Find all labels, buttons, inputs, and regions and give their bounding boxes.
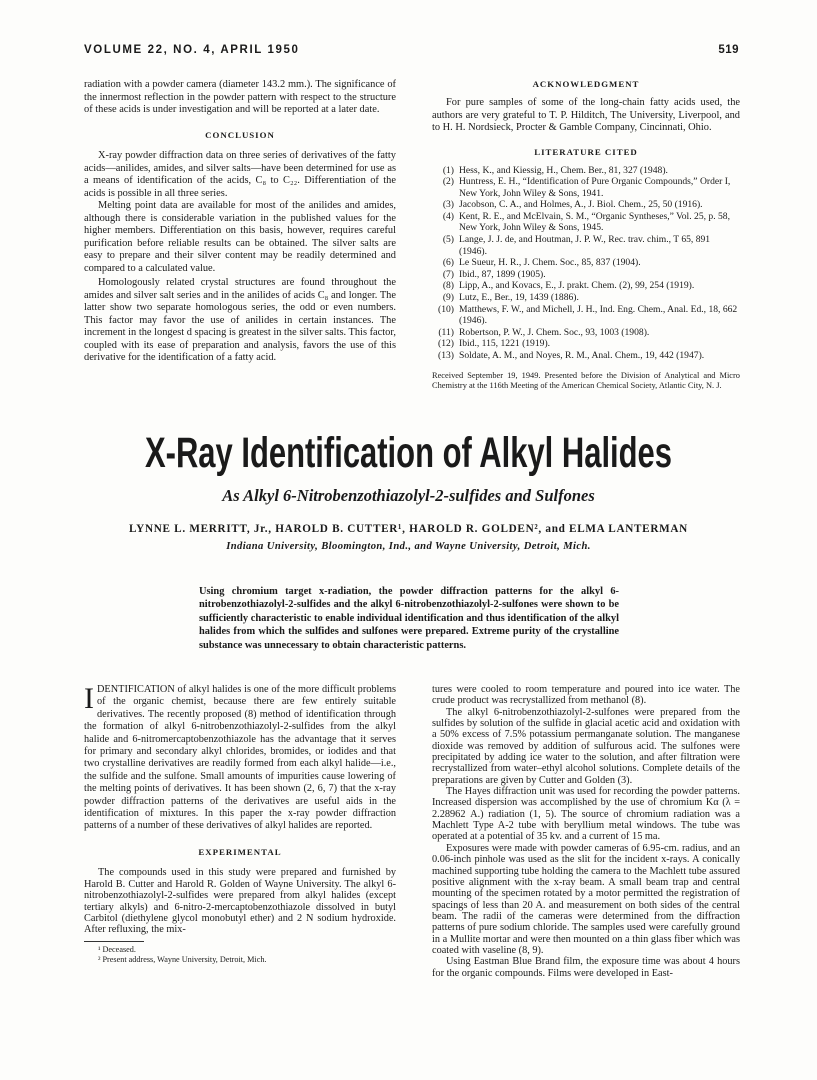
left-bottom-column [84,684,396,965]
footnote: ¹ Deceased. [98,944,136,954]
intro-text: DENTIFICATION of alkyl halides is one of the more difficult problems of the organic chemist, because there are few entirely suitable derivatives. The recently proposed (8) method of identification through the formation of alkyl 6-nitrobenzothiazolyl-2-sulfides from the alkyl halide and 6-nitromercaptobenzothiazole has the advantage that it serves for primary and secondary alkyl chlorides, bromides, or iodides and that two crystalline derivatives are readily formed from each alkyl halide—i.e., the sulfide and the sulfone. Small amounts of impurities cause lowering of the melting points of derivatives. It has been shown (2, 6, 7) that the x-ray powder diffraction patterns of the derivatives are useful aids in the identification of mixtures. In this paper the x-ray powder diffraction patterns of a number of these derivatives of alkyl halides are reported. [84,684,396,832]
reference-number: (5) [442,234,454,246]
reference-item [432,338,740,350]
reference-item [432,292,740,304]
reference-item [432,304,740,327]
paragraph: Using Eastman Blue Brand film, the exposure time was about 4 hours for the organic compounds. Films were developed in East- [432,956,740,979]
article-title: X-Ray Identification of Alkyl Halides [144,429,672,477]
reference-number: (7) [442,268,454,280]
paragraph: Melting point data are available for most of the anilides and amides, although there is considerable variation in the published values for the higher members. Differentiation on this basis, however, requires careful purification before reliable results can be obtained. The silver salts are easy to prepare and their silver content may be readily determined and compared to a calculated value. [84,200,396,274]
paragraph: Exposures were made with powder cameras of 6.95-cm. radius, and an 0.06-inch pinhole was used as the slit for the incident x-rays. A conically machined supporting tube holding the camera to the Machlett tube assured positive alignment with the x-ray beam. A small beam trap and central mounting of the specimen rotated by a motor permitted the registration of spacings of less than 20 A. and measurement on both sides of the central beam. The radii of the cameras were determined from the diffraction patterns of pure sodium chloride. The samples used were carefully ground in a Mullite mortar and were then mounted on a thin glass fiber which was coated with vaseline (8, 9). [432,842,740,956]
right-top-column [432,79,740,392]
reference-text: Ibid., 87, 1899 (1905). [459,268,546,280]
reference-text: Hess, K., and Kiessig, H., Chem. Ber., 81, 327 (1948). [459,164,668,176]
experimental-heading: EXPERIMENTAL [198,846,282,857]
reference-number: (9) [442,292,454,304]
reference-item [432,350,740,362]
reference-number: (8) [442,280,454,292]
reference-item [432,327,740,339]
author-list: LYNNE L. MERRITT, Jr., HAROLD B. CUTTER¹, HAROLD R. GOLDEN², and ELMA LANTERMAN [129,523,688,535]
paragraph: radiation with a powder camera (diameter 143.2 mm.). The significance of the innermost reflection in the powder pattern with respect to the structure of these acids is under investigation and will be reported at a later date. [84,79,396,115]
reference-text: Ibid., 115, 1221 (1919). [459,338,551,350]
reference-number: (1) [442,164,454,176]
reference-item [432,165,740,177]
reference-number: (12) [438,338,454,350]
reference-text: Kent, R. E., and McElvain, S. M., “Organic Syntheses,” Vol. 25, p. 58, New York, John Wiley & Sons, 1945. [459,210,730,234]
reference-text: Lipp, A., and Kovacs, E., J. prakt. Chem. (2), 99, 254 (1919). [459,280,695,292]
reference-number: (13) [438,350,454,361]
left-top-column [84,79,396,365]
intro-paragraph [84,684,396,833]
reference-number: (3) [442,199,454,211]
drop-cap: I [84,682,94,715]
paragraph: tures were cooled to room temperature and poured into ice water. The crude product was recrystallized from methanol (8). [432,684,740,707]
reference-text: Lutz, E., Ber., 19, 1439 (1886). [459,292,579,304]
reference-text: Huntress, E. H., “Identification of Pure Organic Compounds,” Order I, New York, John Wiley & Sons, 1941. [459,176,731,199]
abstract: Using chromium target x-radiation, the powder diffraction patterns for the alkyl 6-nitrobenzothiazolyl-2-sulfides and the alkyl 6-nitrobenzothiazolyl-2-sulfones were shown to be sufficiently characteristic to enable individual identification and thus identification of the alkyl halides from which the sulfides and sulfones were prepared. Extreme purity of the crystalline substance was unnecessary to obtain characteristic patterns. [199,586,619,651]
paragraph: X-ray powder diffraction data on three series of derivatives of the fatty acids—anilides, amides, and silver salts—have been determined for use as a means of identification of the acids, C₈ to C₂₂. Differentiation of the acids is possible in all three series. [84,150,396,199]
reference-number: (10) [438,303,454,315]
paragraph: The alkyl 6-nitrobenzothiazolyl-2-sulfones were prepared from the sulfides by solution of the sulfide in glacial acetic acid and oxidation with a 50% excess of 7.5% potassium permanganate solution. The manganese dioxide was removed by addition of sulfurous acid. The sulfones were precipitated by adding ice water to the solution, and after filtration were recrystallized from water–ethyl alcohol solutions. Complete details of the preparations are given by Cutter and Golden (3). [432,706,740,786]
article-subtitle: As Alkyl 6-Nitrobenzothiazolyl-2-sulfides and Sulfones [222,486,595,505]
reference-item [432,234,740,257]
reference-text: Soldate, A. M., and Noyes, R. M., Anal. Chem., 19, 442 (1947). [459,350,705,361]
footnote: ² Present address, Wayne University, Detroit, Mich. [98,954,267,964]
reference-number: (11) [438,326,454,338]
conclusion-heading: CONCLUSION [205,129,275,140]
right-bottom-column [432,684,740,979]
footnote-rule [84,941,144,942]
reference-item [432,280,740,292]
reference-text: Le Sueur, H. R., J. Chem. Soc., 85, 837 (1904). [459,257,641,269]
reference-item [432,211,740,234]
paragraph: The Hayes diffraction unit was used for recording the powder patterns. Increased dispersion was accomplished by the use of chromium Kα (λ = 2.28962 A.) radiation (1, 5). The source of chromium radiation was a Machlett Type A-2 tube with beryllium metal windows. The tube was operated at a potential of 35 kv. and a current of 15 ma. [432,786,740,843]
reference-number: (6) [442,257,454,269]
reference-number: (4) [442,210,454,222]
paragraph: The compounds used in this study were prepared and furnished by Harold B. Cutter and Harold R. Golden of Wayne University. The alkyl 6-nitrobenzothiazolyl-2-sulfides were prepared from alkyl halides (except tertiary alkyls) and 6-nitro-2-mercaptobenzothiazole dissolved in butyl Carbitol (diethylene glycol monobutyl ether) and 2 N sodium hydroxide. After refluxing, the mix- [84,867,396,936]
reference-item [432,199,740,211]
volume-label: VOLUME 22, NO. 4, APRIL 1950 [84,44,300,56]
reference-text: Matthews, F. W., and Michell, J. H., Ind. Eng. Chem., Anal. Ed., 18, 662 (1946). [459,303,738,327]
reference-list [432,165,740,362]
acknowledgment-heading: ACKNOWLEDGMENT [532,79,640,89]
page-number: 519 [718,44,739,56]
reference-text: Lange, J. J. de, and Houtman, J. P. W., Rec. trav. chim., T 65, 891 (1946). [459,234,711,257]
paragraph: Homologously related crystal structures are found throughout the amides and silver salt series and in the anilides of acids C₈ and longer. The latter show two separate homologous series, the odd or even numbers. This factor may favor the use of anilides in certain instances. The increment in the longest d spacing is greatest in the silver salts. This factor, coupled with its ease of preparation and analysis, favors the use of this derivative for the identification of a fatty acid. [84,277,396,363]
reference-item [432,269,740,281]
affiliation: Indiana University, Bloomington, Ind., and Wayne University, Detroit, Mich. [226,541,591,552]
received-note: Received September 19, 1949. Presented before the Division of Analytical and Micro Chemistry at the 116th Meeting of the American Chemical Society, Atlantic City, N. J. [432,370,740,391]
literature-heading: LITERATURE CITED [534,146,638,157]
reference-item [432,257,740,269]
acknowledgment-text: For pure samples of some of the long-chain fatty acids used, the authors are very grateful to T. P. Hilditch, The University, Liverpool, and to H. H. Nordsieck, Procter & Gamble Company, Cincinnati, Ohio. [432,97,740,133]
reference-number: (2) [442,176,454,188]
reference-text: Jacobson, C. A., and Holmes, A., J. Biol. Chem., 25, 50 (1916). [459,199,703,211]
reference-text: Robertson, P. W., J. Chem. Soc., 93, 1003 (1908). [459,326,650,338]
running-header [84,44,739,62]
reference-item [432,176,740,199]
